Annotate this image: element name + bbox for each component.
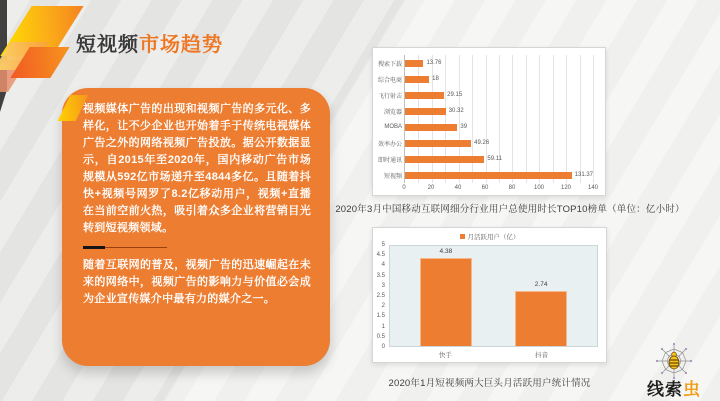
horizontal-bar-plot bbox=[377, 55, 593, 183]
bar-value-label: 13.76 bbox=[426, 60, 442, 66]
bar-category-label: 快手 bbox=[438, 352, 452, 359]
bar-value-label: 131.37 bbox=[574, 172, 593, 178]
bar-row bbox=[384, 120, 593, 134]
vertical-bar-plot bbox=[389, 245, 598, 347]
bar-row bbox=[377, 88, 593, 102]
legend-swatch-icon bbox=[460, 234, 465, 239]
top-chart-card bbox=[372, 47, 606, 196]
x-tick-label: 40 bbox=[454, 185, 462, 191]
x-tick-label: 100 bbox=[533, 185, 545, 191]
bar-category-label: 即时通讯 bbox=[377, 157, 402, 164]
bar-category-label: 浏览器 bbox=[383, 109, 402, 116]
bar-category-label: 搜索下载 bbox=[377, 61, 402, 68]
bar bbox=[405, 156, 484, 163]
bar-row bbox=[377, 56, 593, 70]
bar-row bbox=[377, 72, 593, 86]
bar-row bbox=[377, 136, 593, 150]
legend-label: 月活跃用户（亿） bbox=[467, 234, 520, 241]
bar-row bbox=[377, 152, 593, 166]
bar-category-label: 效率办公 bbox=[377, 141, 402, 148]
title-part-orange: 市场趋势 bbox=[139, 34, 223, 56]
x-tick-label: 140 bbox=[587, 185, 599, 191]
y-tick-label: 1 bbox=[381, 323, 385, 330]
bar-value-label: 29.15 bbox=[447, 92, 463, 98]
horizontal-bar-xaxis bbox=[402, 185, 599, 194]
brand-logo bbox=[632, 341, 716, 399]
info-paragraph-2: 随着互联网的普及，视频广告的迅速崛起在未来的网络中，视频广告的影响力与价值必会成为企业宣传媒介中最有力的媒介之一。 bbox=[83, 259, 311, 305]
bar-category-label: 飞行射击 bbox=[377, 93, 402, 100]
y-tick-label: 2.5 bbox=[376, 293, 385, 299]
y-tick-label: 0 bbox=[381, 344, 385, 350]
divider-dark-segment bbox=[83, 246, 105, 249]
x-tick-label: 0 bbox=[402, 185, 406, 191]
bar bbox=[405, 172, 572, 179]
bar-row bbox=[383, 168, 593, 182]
y-tick-label: 2 bbox=[381, 303, 385, 310]
bar-value-label: 59.11 bbox=[487, 156, 502, 162]
bar bbox=[515, 291, 567, 346]
bar-category-label: MOBA bbox=[384, 124, 402, 130]
bar bbox=[420, 258, 472, 346]
x-tick-label: 20 bbox=[427, 185, 435, 191]
title-part-black: 短视频 bbox=[76, 34, 139, 56]
bar bbox=[405, 76, 429, 83]
bar bbox=[405, 108, 446, 115]
bar-category-label: 短视频 bbox=[383, 173, 402, 180]
brand-text-orange: 虫 bbox=[683, 380, 701, 399]
bar-value-label: 4.38 bbox=[439, 248, 453, 256]
bar bbox=[405, 124, 457, 131]
bottom-chart-caption: 2020年1月短视频两大巨头月活跃用户统计情况 bbox=[388, 378, 591, 389]
y-tick-label: 4 bbox=[381, 262, 385, 269]
bar-value-label: 30.32 bbox=[448, 108, 464, 114]
bar bbox=[405, 92, 444, 99]
bar-value-label: 49.26 bbox=[474, 140, 490, 146]
chart-legend bbox=[373, 232, 606, 241]
bar-category-label: 抖音 bbox=[535, 352, 549, 359]
y-tick-label: 1.5 bbox=[376, 313, 385, 320]
bottom-chart-card bbox=[372, 227, 607, 363]
bar bbox=[405, 60, 423, 67]
gridline bbox=[593, 55, 594, 183]
divider-thin-segment bbox=[105, 247, 167, 248]
y-tick-label: 3 bbox=[381, 282, 385, 289]
bar-category-label: 综合电商 bbox=[377, 77, 402, 84]
bar-value-label: 39 bbox=[460, 124, 468, 130]
spider-web-icon bbox=[653, 341, 695, 381]
x-tick-label: 120 bbox=[560, 185, 572, 191]
page-title bbox=[76, 28, 223, 57]
brand-text bbox=[632, 381, 716, 399]
vertical-bar-yaxis bbox=[373, 242, 387, 350]
y-tick-label: 0.5 bbox=[376, 333, 385, 340]
divider bbox=[83, 246, 311, 249]
bar bbox=[405, 140, 471, 147]
bar-row bbox=[383, 104, 593, 118]
y-tick-label: 5 bbox=[381, 242, 385, 248]
info-paragraph-1: 视频媒体广告的出现和视频广告的多元化、多样化，让不少企业也开始着手于传统电视媒体广告之外的网络视频广告投放。据公开数据显示，自2015年至2020年，国内移动广告市场规模从592亿市场递升至4844多亿。且随着抖快+视频号网罗了8.2亿移动用户，视频+直播在当前空前火热，吸引着众多企业将营销目光转到短视频领域。 bbox=[83, 103, 311, 234]
y-tick-label: 3.5 bbox=[376, 272, 385, 279]
bar-value-label: 2.74 bbox=[534, 281, 548, 289]
x-tick-label: 60 bbox=[481, 185, 489, 191]
y-tick-label: 4.5 bbox=[376, 252, 385, 259]
brand-text-black: 线索 bbox=[647, 380, 683, 399]
vertical-bar-xaxis bbox=[389, 350, 598, 360]
bar-value-label: 18 bbox=[432, 76, 439, 82]
top-chart-caption: 2020年3月中国移动互联网细分行业用户总使用时长TOP10榜单（单位：亿小时） bbox=[335, 204, 685, 215]
info-box bbox=[62, 88, 330, 366]
x-tick-label: 80 bbox=[508, 185, 516, 191]
